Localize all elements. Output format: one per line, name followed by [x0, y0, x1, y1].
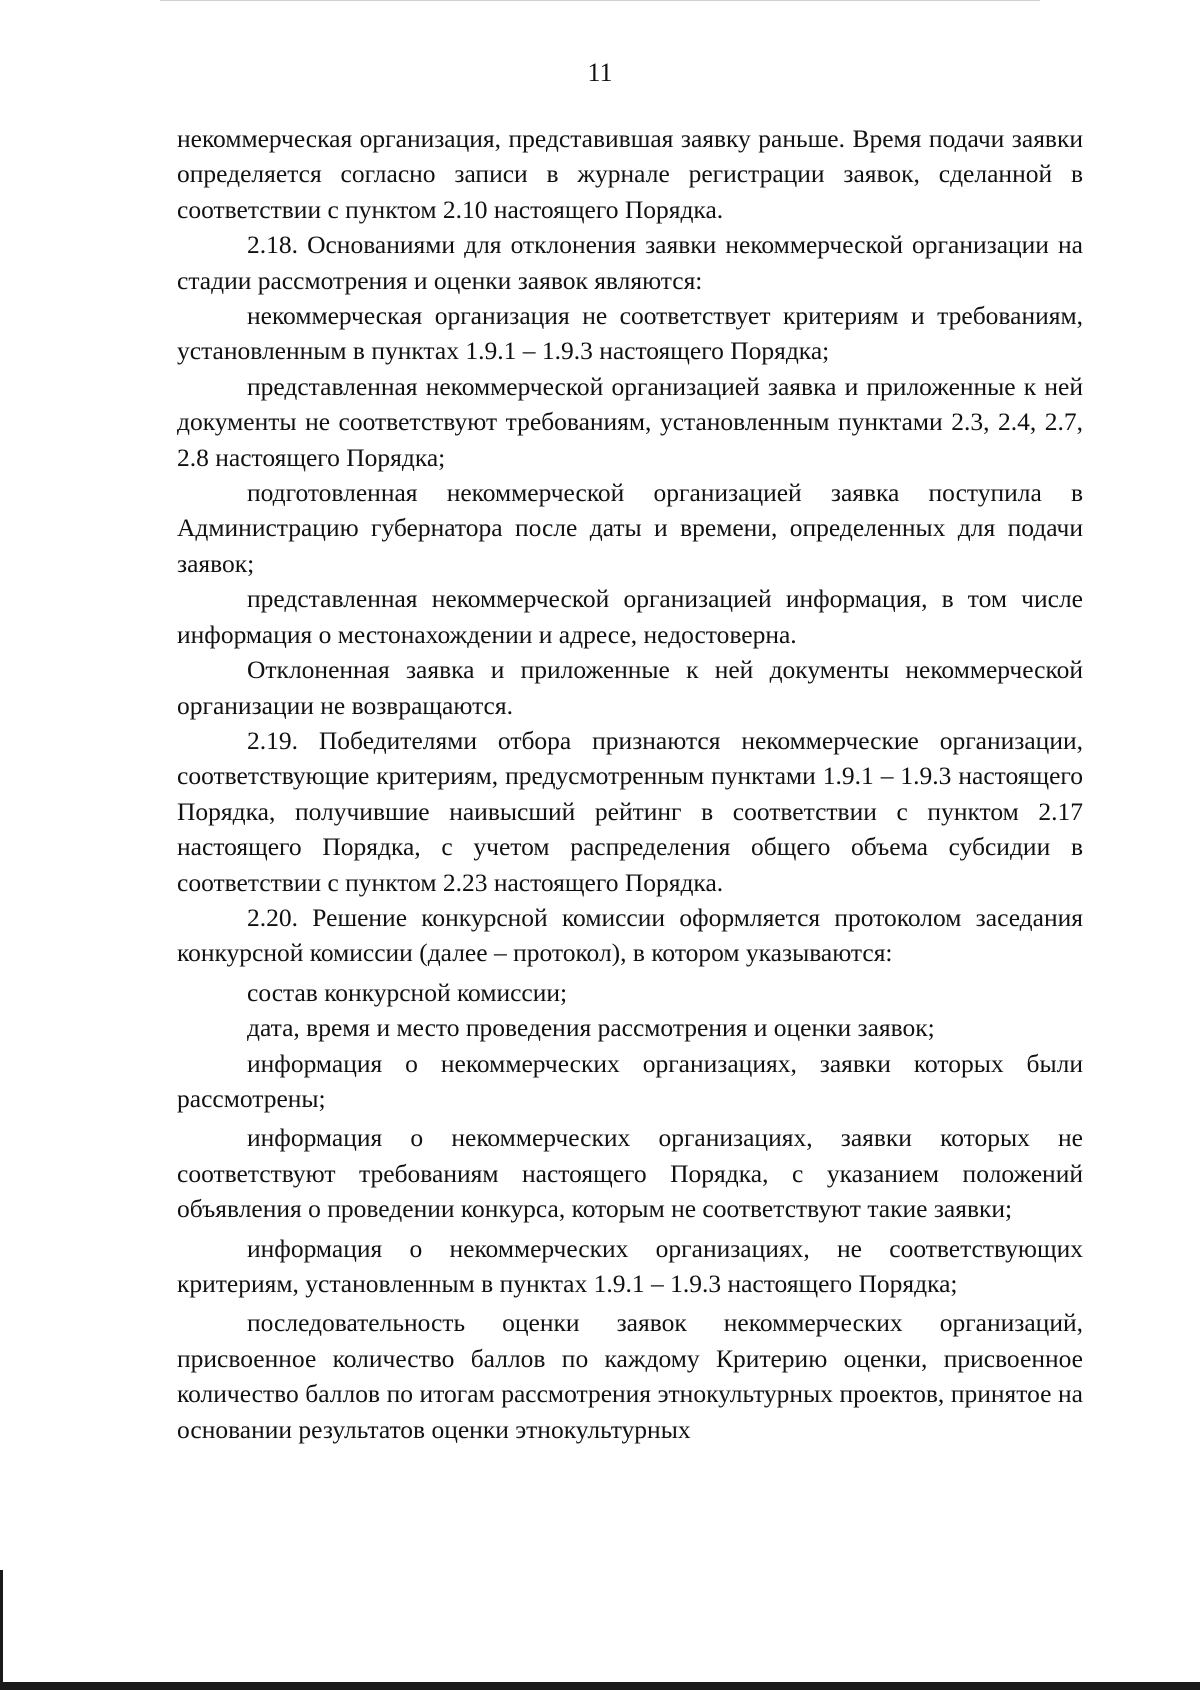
list-item-evaluation-order: последовательность оценки заявок некоммерческих организаций, присвоенное количество баллов по каждому Критерию оценки, присвоенное количество баллов по итогам рассмотрения этнокультурных проектов, принятое на основании результатов оценки этнокультурных	[177, 1308, 1083, 1444]
paragraph-ground-unreliable: представленная некоммерческой организацией информация, в том числе информация о местонахождении и адресе, недостоверна.	[177, 584, 1083, 649]
scan-edge-line	[160, 0, 1040, 1]
scan-edge-left	[0, 1570, 3, 1690]
page-number: 11	[587, 58, 613, 87]
list-item-date-place: дата, время и место проведения рассмотрения и оценки заявок;	[247, 1013, 935, 1043]
paragraph-ground-documents: представленная некоммерческой организацией заявка и приложенные к ней документы не соответствуют требованиям, установленным пунктами 2.3, 2.4, 2.7, 2.8 настоящего Порядка;	[177, 371, 1083, 472]
paragraph-2-19: 2.19. Победителями отбора признаются некоммерческие организации, соответствующие критериям, предусмотренным пунктами 1.9.1 – 1.9.3 настоящего Порядка, получившие наивысший рейтинг в соответствии с пунктом 2.17 настоящего Порядка, с учетом распределения общего объема субсидии в соответствии с пунктом 2.23 настоящего Порядка.	[177, 725, 1083, 897]
paragraph-2-18: 2.18. Основаниями для отклонения заявки некоммерческой организации на стадии рассмотрения и оценки заявок являются:	[177, 230, 1083, 295]
paragraph-ground-late: подготовленная некоммерческой организацией заявка поступила в Администрацию губернатора после даты и времени, определенных для подачи заявок;	[177, 478, 1083, 578]
paragraph-ground-criteria: некоммерческая организация не соответствует критериям и требованиям, установленным в пунктах 1.9.1 – 1.9.3 настоящего Порядка;	[177, 301, 1083, 366]
paragraph-not-returned: Отклоненная заявка и приложенные к ней документы некоммерческой организации не возвращаются.	[177, 655, 1083, 720]
paragraph-continuation: некоммерческая организация, представившая заявку раньше. Время подачи заявки определяется согласно записи в журнале регистрации заявок, сделанной в соответствии с пунктом 2.10 настоящего Порядка.	[177, 124, 1083, 224]
paragraph-2-20: 2.20. Решение конкурсной комиссии оформляется протоколом заседания конкурсной комиссии (далее – протокол), в котором указываются:	[177, 902, 1083, 968]
list-item-not-criteria: информация о некоммерческих организациях, не соответствующих критериям, установленным в пунктах 1.9.1 – 1.9.3 настоящего Порядка;	[177, 1233, 1083, 1298]
list-item-not-compliant: информация о некоммерческих организациях, заявки которых не соответствуют требованиям настоящего Порядка, с указанием положений объявления о проведении конкурса, которым не соответствуют такие заявки;	[177, 1123, 1083, 1224]
scan-edge-bottom	[0, 1682, 1200, 1690]
list-item-commission: состав конкурсной комиссии;	[247, 977, 568, 1007]
document-body	[177, 121, 1083, 1447]
list-item-reviewed: информация о некоммерческих организациях, заявки которых были рассмотрены;	[177, 1048, 1083, 1113]
